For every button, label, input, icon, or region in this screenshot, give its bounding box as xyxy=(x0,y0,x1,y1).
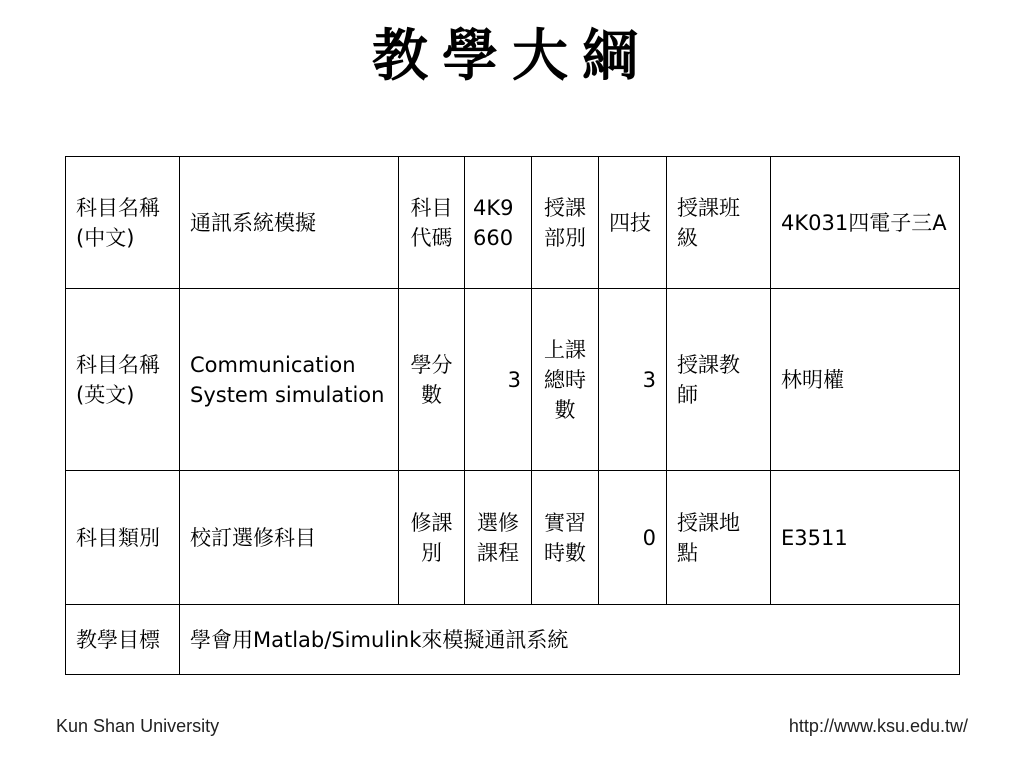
practice-hours-label: 實習時數 xyxy=(532,471,599,605)
class-value: 4K031四電子三A xyxy=(771,157,960,289)
course-name-en-label: 科目名稱(英文) xyxy=(66,289,180,471)
course-category-value: 校訂選修科目 xyxy=(180,471,399,605)
credits-label: 學分數 xyxy=(399,289,465,471)
total-hours-value: 3 xyxy=(599,289,667,471)
course-type-value: 選修課程 xyxy=(465,471,532,605)
course-category-label: 科目類別 xyxy=(66,471,180,605)
table-row xyxy=(66,605,960,675)
course-code-value: 4K9660 xyxy=(465,157,532,289)
course-name-en-value: Communication System simulation xyxy=(180,289,399,471)
table-row xyxy=(66,289,960,471)
course-code-label: 科目代碼 xyxy=(399,157,465,289)
footer-university: Kun Shan University xyxy=(56,716,220,736)
footer-url: http://www.ksu.edu.tw/ xyxy=(788,716,968,736)
total-hours-label: 上課總時數 xyxy=(532,289,599,471)
table-row xyxy=(66,471,960,605)
teacher-label: 授課教師 xyxy=(667,289,771,471)
course-type-label: 修課別 xyxy=(399,471,465,605)
course-name-zh-value: 通訊系統模擬 xyxy=(180,157,399,289)
teacher-value: 林明權 xyxy=(771,289,960,471)
teaching-goal-label: 教學目標 xyxy=(66,605,180,675)
location-value: E3511 xyxy=(771,471,960,605)
department-value: 四技 xyxy=(599,157,667,289)
page-title: 教學大綱 xyxy=(372,23,652,89)
practice-hours-value: 0 xyxy=(599,471,667,605)
class-label: 授課班級 xyxy=(667,157,771,289)
department-label: 授課部別 xyxy=(532,157,599,289)
course-name-zh-label: 科目名稱(中文) xyxy=(66,157,180,289)
location-label: 授課地點 xyxy=(667,471,771,605)
teaching-goal-value: 學會用Matlab/Simulink來模擬通訊系統 xyxy=(180,605,960,675)
syllabus-table xyxy=(65,156,960,675)
credits-value: 3 xyxy=(465,289,532,471)
table-row xyxy=(66,157,960,289)
